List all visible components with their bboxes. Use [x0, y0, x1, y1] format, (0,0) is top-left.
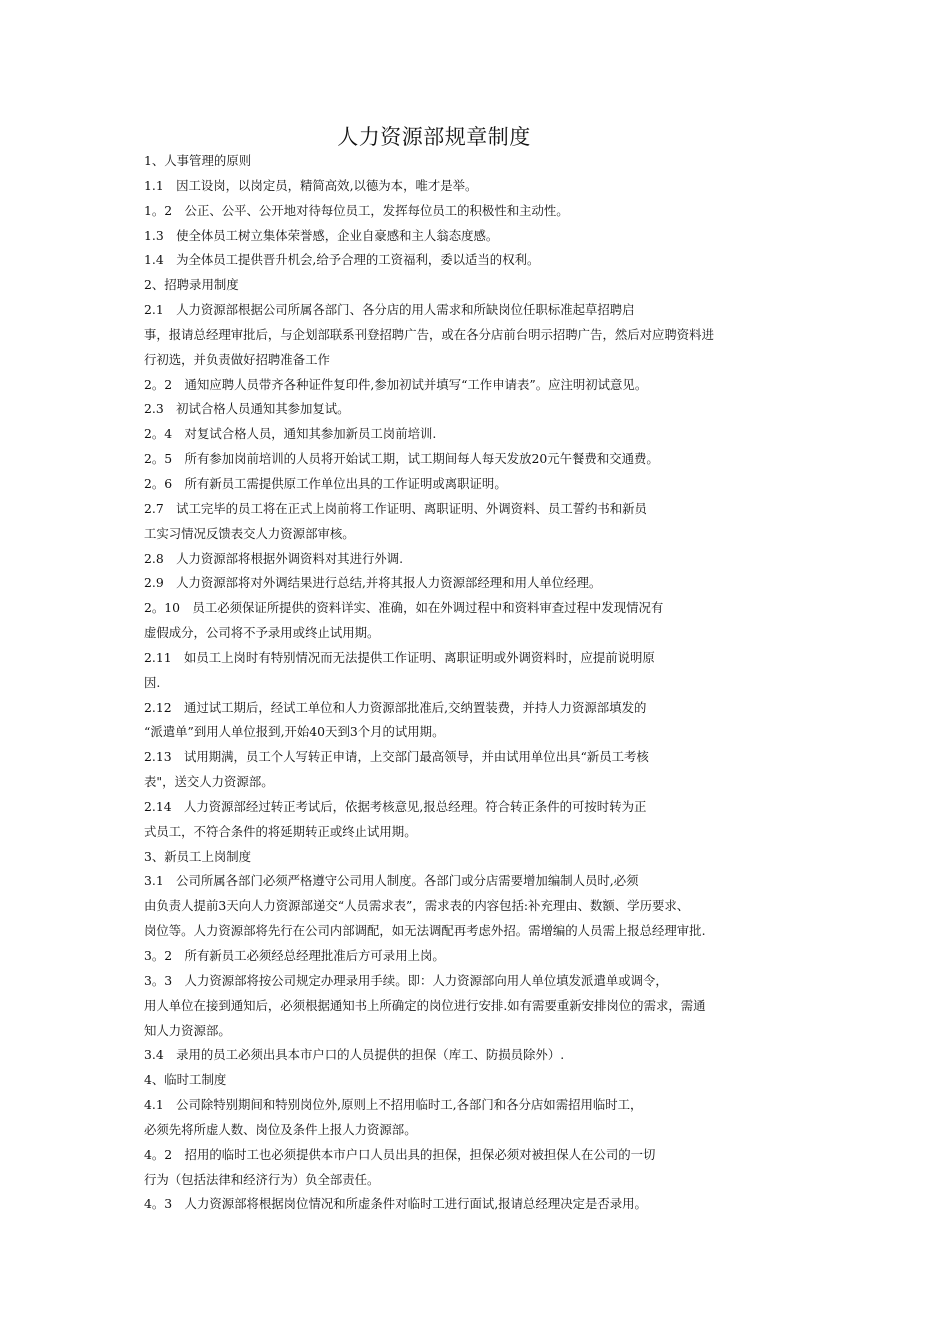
text-line: 式员工，不符合条件的将延期转正或终止试用期。: [144, 823, 417, 839]
text-line: 3.1 公司所属各部门必须严格遵守公司用人制度。各部门或分店需要增加编制人员时,必须: [144, 873, 639, 889]
text-line: 2.14 人力资源部经过转正考试后，依据考核意见,报总经理。符合转正条件的可按时转为正: [144, 798, 647, 814]
text-line: 2.11 如员工上岗时有特别情况而无法提供工作证明、离职证明或外调资料时，应提前说明原: [144, 649, 655, 665]
text-line: 由负责人提前3天向人力资源部递交“人员需求表”，需求表的内容包括:补充理由、数额、学历要求、: [144, 898, 690, 914]
text-line: 用人单位在接到通知后，必须根据通知书上所确定的岗位进行安排.如有需要重新安排岗位的需求，需通: [144, 997, 706, 1013]
text-line: 2。10 员工必须保证所提供的资料详实、准确，如在外调过程中和资料审查过程中发现情况有: [144, 600, 664, 616]
text-line: 2、招聘录用制度: [144, 277, 239, 293]
text-line: 2.3 初试合格人员通知其参加复试。: [144, 401, 350, 417]
text-line: 工实习情况反馈表交人力资源部审核。: [144, 525, 355, 541]
text-line: 2.13 试用期满，员工个人写转正申请，上交部门最高领导，并由试用单位出具“新员工考核: [144, 749, 649, 765]
text-line: 2.1 人力资源部根据公司所属各部门、各分店的用人需求和所缺岗位任职标准起草招聘启: [144, 302, 635, 318]
document-body: [144, 149, 816, 1217]
text-line: 2。6 所有新员工需提供原工作单位出具的工作证明或离职证明。: [144, 475, 507, 491]
text-line: 1。2 公正、公平、公开地对待每位员工，发挥每位员工的积极性和主动性。: [144, 202, 569, 218]
text-line: 行初选，并负责做好招聘准备工作: [144, 351, 330, 367]
text-line: 2.9 人力资源部将对外调结果进行总结,并将其报人力资源部经理和用人单位经理。: [144, 575, 602, 591]
text-line: 4、临时工制度: [144, 1072, 227, 1088]
text-line: 因.: [144, 674, 161, 690]
text-line: 2.7 试工完毕的员工将在正式上岗前将工作证明、离职证明、外调资料、员工誓约书和新员: [144, 500, 647, 516]
text-line: 4.1 公司除特别期间和特别岗位外,原则上不招用临时工,各部门和各分店如需招用临时工，: [144, 1097, 643, 1113]
text-line: 3。3 人力资源部将按公司规定办理录用手续。即：人力资源部向用人单位填发派遣单或调令，: [144, 972, 668, 988]
text-line: 2。5 所有参加岗前培训的人员将开始试工期，试工期间每人每天发放20元午餐费和交通费。: [144, 451, 659, 467]
text-line: 行为（包括法律和经济行为）负全部责任。: [144, 1171, 380, 1187]
document-title: 人力资源部规章制度: [337, 125, 531, 149]
text-line: 事，报请总经理审批后，与企划部联系刊登招聘广告，或在各分店前台明示招聘广告，然后对应聘资料进: [144, 326, 714, 342]
text-line: 3。2 所有新员工必须经总经理批准后方可录用上岗。: [144, 948, 445, 963]
text-line: “派遣单”到用人单位报到,开始40天到3个月的试用期。: [144, 724, 445, 740]
text-line: 1.3 使全体员工树立集体荣誉感，企业自豪感和主人翁态度感。: [144, 227, 499, 243]
text-line: 2。2 通知应聘人员带齐各种证件复印件,参加初试并填写“工作申请表”。应注明初试意见。: [144, 376, 648, 392]
text-line: 2。4 对复试合格人员，通知其参加新员工岗前培训.: [144, 426, 437, 442]
text-line: 岗位等。人力资源部将先行在公司内部调配，如无法调配再考虑外招。需增编的人员需上报总经理审批.: [144, 923, 706, 939]
text-line: 3.4 录用的员工必须出具本市户口的人员提供的担保（库工、防损员除外）.: [144, 1047, 565, 1063]
text-line: 1、人事管理的原则: [144, 153, 252, 168]
text-line: 表"，送交人力资源部。: [144, 774, 274, 790]
text-line: 虚假成分，公司将不予录用或终止试用期。: [144, 625, 380, 641]
text-line: 2.8 人力资源部将根据外调资料对其进行外调.: [144, 550, 404, 566]
text-line: 4。2 招用的临时工也必须提供本市户口人员出具的担保，担保必须对被担保人在公司的一切: [144, 1146, 656, 1162]
text-line: 1.1 因工设岗，以岗定员，精简高效,以德为本，唯才是举。: [144, 177, 478, 193]
text-line: 2.12 通过试工期后，经试工单位和人力资源部批准后,交纳置装费，并持人力资源部填发的: [144, 699, 647, 715]
text-line: 必须先将所虚人数、岗位及条件上报人力资源部。: [144, 1121, 417, 1137]
text-line: 1.4 为全体员工提供晋升机会,给予合理的工资福利，委以适当的权利。: [144, 252, 540, 268]
text-line: 3、新员工上岗制度: [144, 848, 252, 864]
text-line: 知人力资源部。: [144, 1022, 231, 1038]
text-line: 4。3 人力资源部将根据岗位情况和所虚条件对临时工进行面试,报请总经理决定是否录用。: [144, 1196, 647, 1212]
